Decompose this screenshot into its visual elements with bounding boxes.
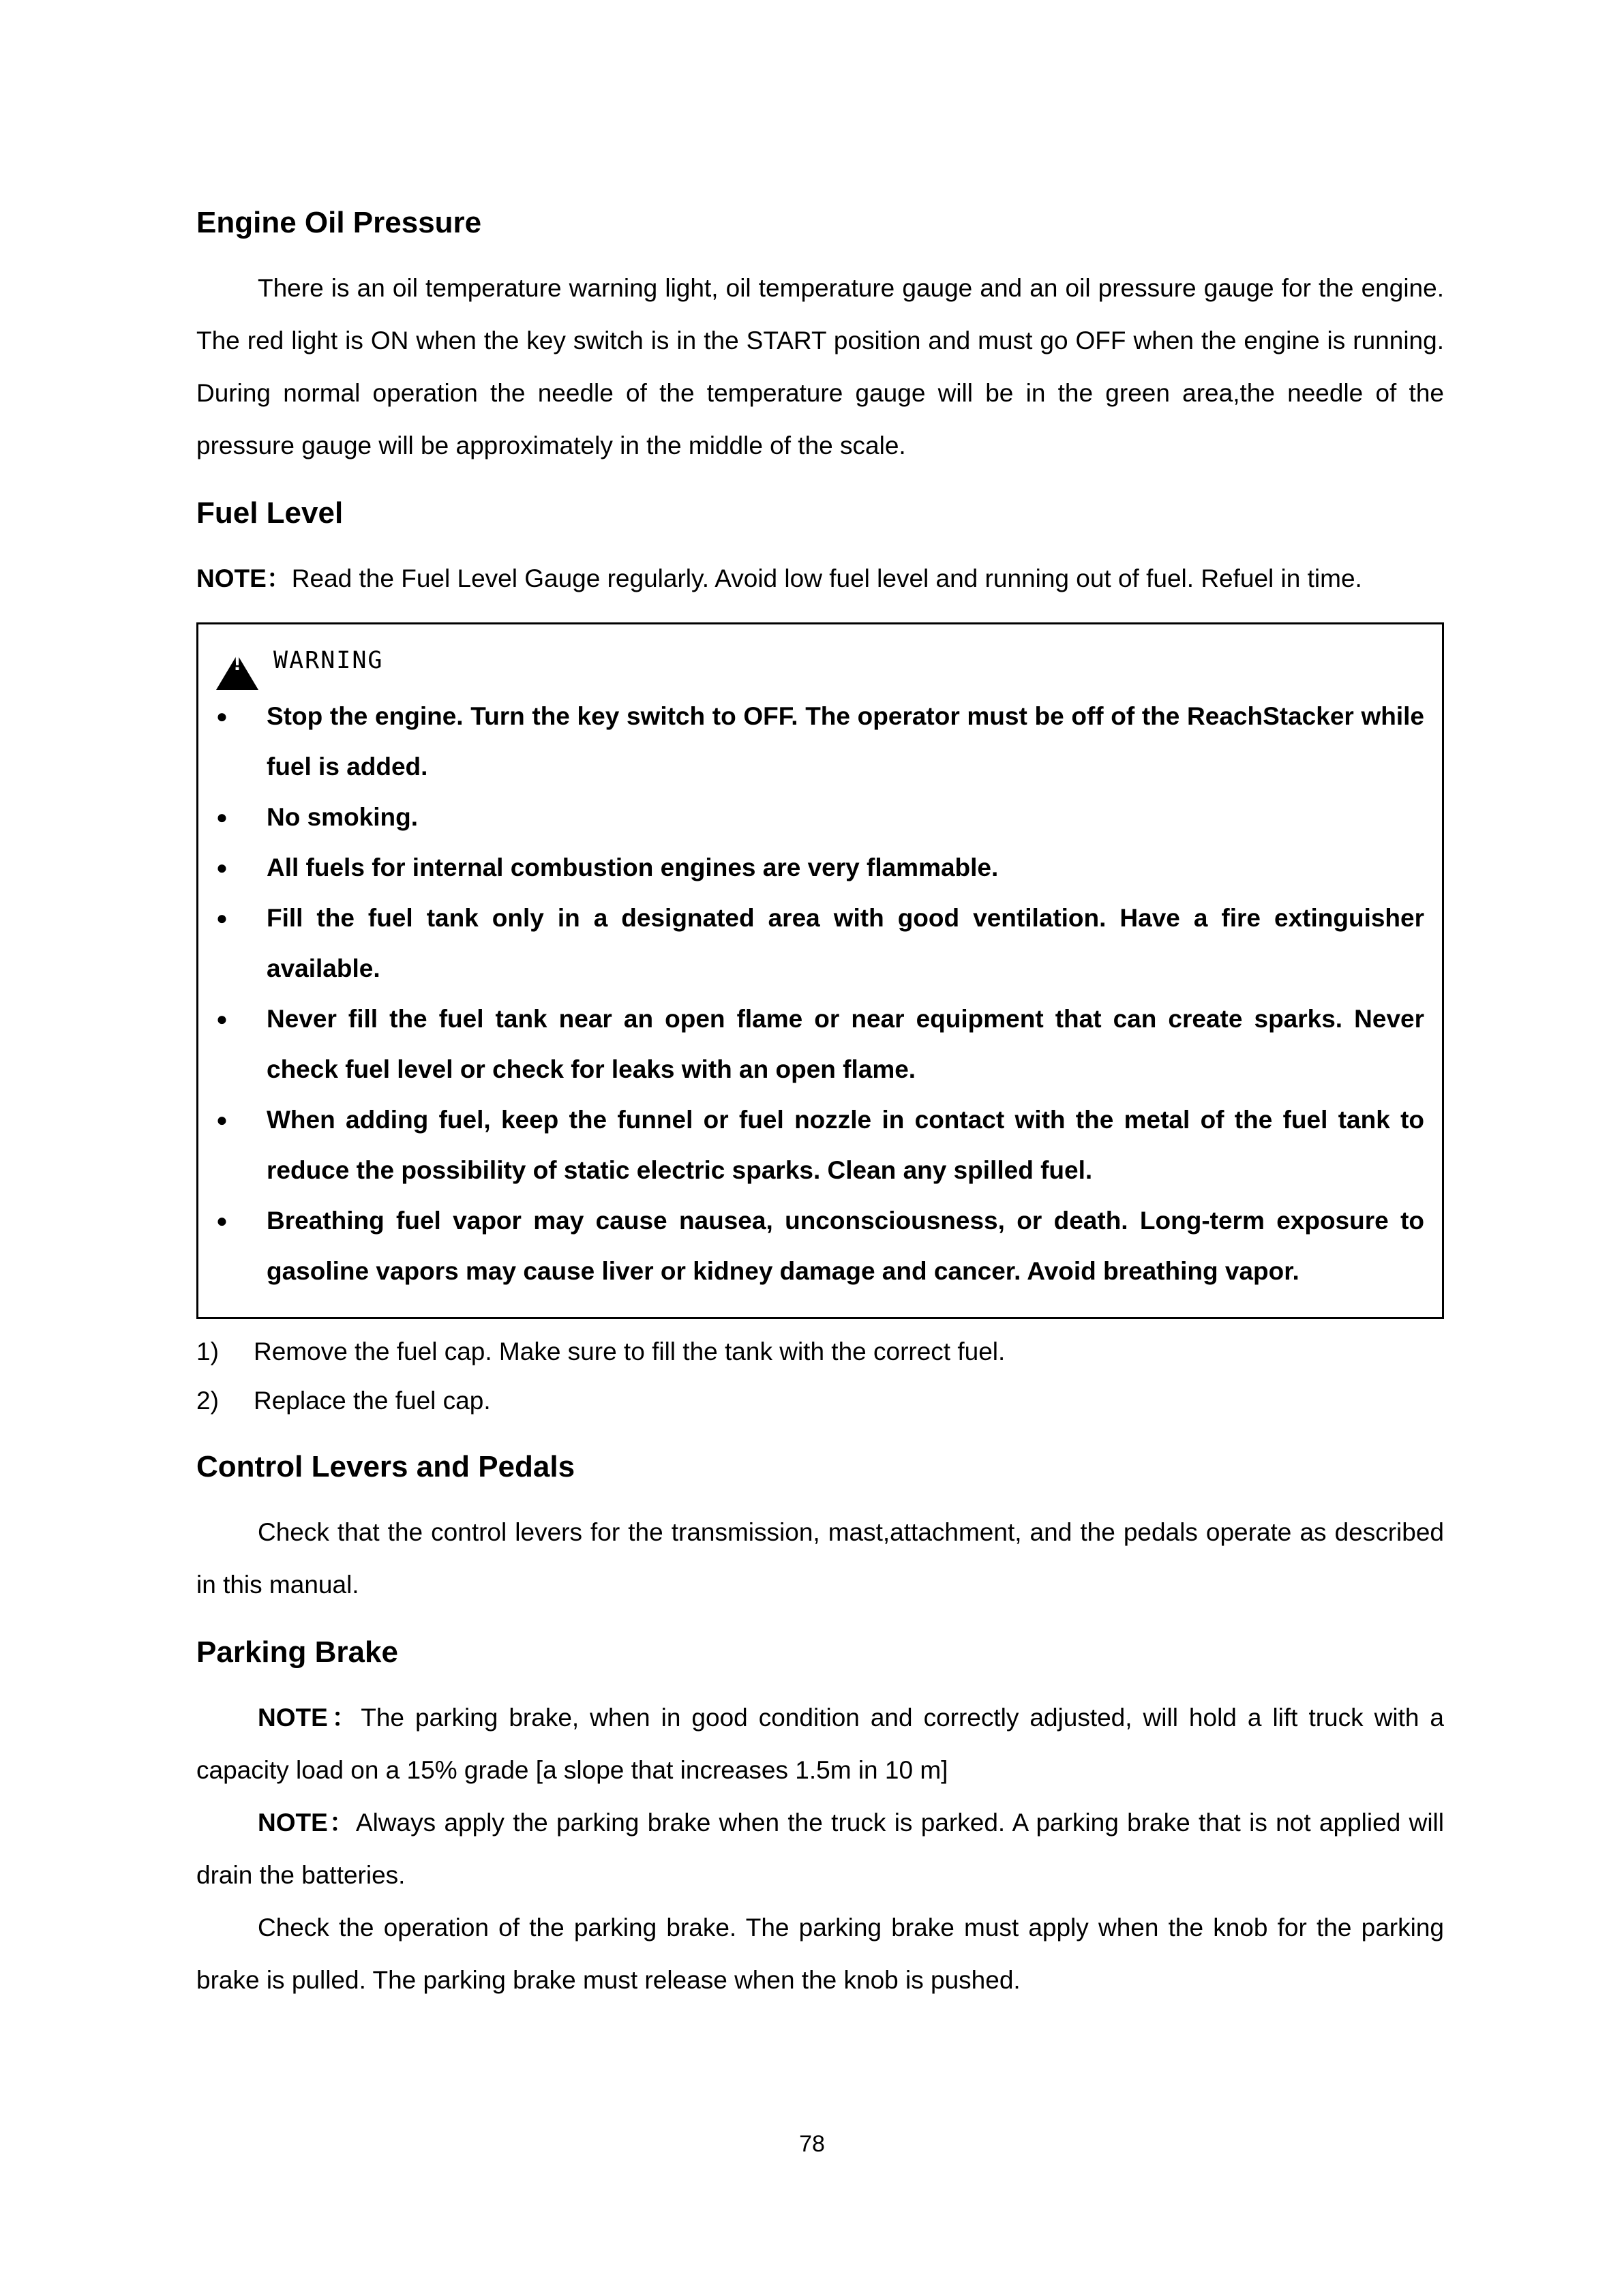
warning-item-text: No smoking. [267,803,419,831]
heading-control-levers-and-pedals: Control Levers and Pedals [196,1450,575,1483]
page-number: 78 [799,2131,825,2157]
note-text: The parking brake, when in good condition and correctly adjusted, will hold a lift truck with a capacity load on a 15% grade [a slope that increases 1.5m in 10 m] [196,1704,1445,1784]
note-text: Always apply the parking brake when the truck is parked. A parking brake that is not applied will drain the batteries. [196,1809,1444,1889]
note-label: NOTE： [196,564,292,592]
warning-box [196,622,1444,1319]
warning-exclamation: ! [233,650,241,676]
warning-item [216,843,1424,893]
engine-oil-pressure-paragraph: There is an oil temperature warning light, oil temperature gauge and an oil pressure gauge for the engine. The red light is ON when the key switch is in the START position and must go OFF when the engine is running. During normal operation the needle of the temperature gauge will be in the green area,the needle of the pressure gauge will be approximately in the middle of the scale. [196,274,1444,459]
bullet-icon: ● [216,806,228,828]
step-item [196,1327,1444,1376]
warning-item [216,792,1424,843]
warning-item-text: Breathing fuel vapor may cause nausea, unconsciousness, or death. Long-term exposure to gasoline vapors may cause liver or kidney damage and cancer. Avoid breathing vapor. [267,1207,1424,1285]
warning-item-text: Stop the engine. Turn the key switch to OFF. The operator must be off of the ReachStacker while fuel is added. [267,702,1424,781]
warning-item-text: All fuels for internal combustion engines are very flammable. [267,854,999,881]
control-levers-paragraph: Check that the control levers for the transmission, mast,attachment, and the pedals operate as described in this manual. [196,1518,1444,1599]
bullet-icon: ● [216,1008,228,1029]
warning-title: WARNING [273,647,384,674]
step-number: 2) [196,1387,219,1415]
note-label: NOTE： [258,1704,361,1732]
step-item [196,1376,1444,1425]
parking-brake-note-1 [196,1691,1444,1796]
step-number: 1) [196,1338,219,1365]
fuel-steps [196,1327,1444,1425]
bullet-icon: ● [216,706,228,727]
parking-brake-paragraph: Check the operation of the parking brake. The parking brake must apply when the knob for the parking brake is pulled. The parking brake must release when the knob is pushed. [196,1914,1444,1994]
bullet-icon: ● [216,907,228,928]
warning-header [216,637,1424,684]
warning-item [216,994,1424,1095]
warning-item [216,893,1424,994]
note-label: NOTE： [258,1809,356,1837]
bullet-icon: ● [216,857,228,878]
parking-brake-note-2 [196,1796,1444,1901]
heading-parking-brake: Parking Brake [196,1635,398,1669]
heading-fuel-level: Fuel Level [196,496,344,530]
step-text: Remove the fuel cap. Make sure to fill the tank with the correct fuel. [254,1338,1006,1365]
warning-triangle-icon [216,643,258,678]
warning-item-text: When adding fuel, keep the funnel or fuel nozzle in contact with the metal of the fuel tank to reduce the possibility of static electric sparks. Clean any spilled fuel. [267,1106,1424,1184]
step-text: Replace the fuel cap. [254,1387,491,1415]
note-text: Read the Fuel Level Gauge regularly. Avoid low fuel level and running out of fuel. Refuel in time. [291,564,1362,592]
heading-engine-oil-pressure: Engine Oil Pressure [196,206,482,239]
warning-item-text: Never fill the fuel tank near an open flame or near equipment that can create sparks. Never check fuel level or check for leaks with an open flame. [267,1005,1424,1083]
warning-item-text: Fill the fuel tank only in a designated area with good ventilation. Have a fire extinguisher available. [267,904,1424,982]
fuel-level-note [196,552,1444,605]
bullet-icon: ● [216,1210,228,1231]
warning-item [216,1196,1424,1297]
warning-item [216,691,1424,792]
warning-item [216,1095,1424,1196]
bullet-icon: ● [216,1109,228,1130]
